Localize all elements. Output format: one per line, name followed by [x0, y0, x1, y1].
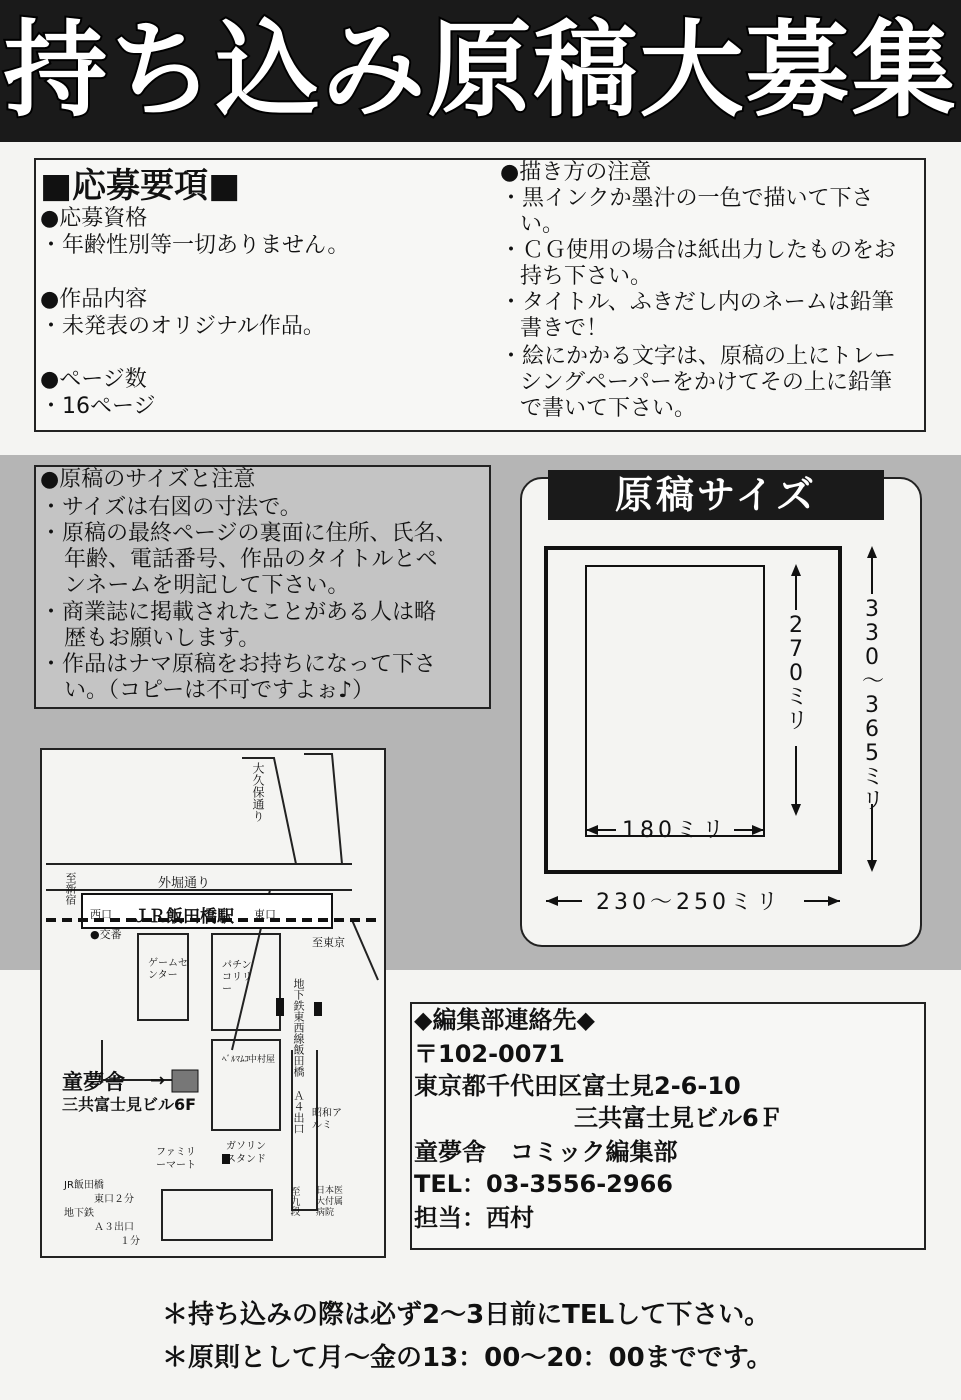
- size-note-line: ・原稿の最終ページの裏面に住所、氏名、: [40, 521, 458, 546]
- pachinko-label: パチンコリリー: [222, 960, 252, 995]
- to-shinjuku-label: 至新宿: [64, 872, 77, 905]
- drawing-line: ・タイトル、ふきだし内のネームは鉛筆: [500, 290, 894, 315]
- size-diagram-title: 原稿サイズ: [548, 470, 884, 520]
- drawing-line: ・黒インクか墨汁の一色で描いて下さ: [500, 186, 874, 211]
- company-building-label: 三共富士見ビル6F: [62, 1095, 197, 1114]
- subway-label: 地下鉄東西線飯田橋: [292, 978, 305, 1077]
- contact-person: 担当：西村: [414, 1204, 534, 1232]
- contact-building: 三共富士見ビル6Ｆ: [574, 1104, 783, 1132]
- paper-size-diagram: [520, 520, 920, 930]
- size-note-line: 年齢、電話番号、作品のタイトルとペ: [64, 547, 438, 572]
- to-tokyo-label: 至東京: [312, 936, 345, 949]
- size-note-line: い。（コピーは不可ですよぉ♪）: [64, 678, 375, 703]
- page-title: 持ち込み原稿大募集: [3, 9, 958, 131]
- qualification-text: ・年齢性別等一切ありません。: [40, 233, 350, 258]
- access-line: １分: [120, 1236, 140, 1247]
- size-notes-title: ●原稿のサイズと注意: [40, 467, 256, 492]
- showa-label: 昭和アルミ: [312, 1108, 342, 1131]
- contact-department: 童夢舎 コミック編集部: [414, 1138, 678, 1166]
- access-line: Ａ３出口: [94, 1222, 134, 1233]
- to-kudan-label: 至九段: [288, 1186, 299, 1216]
- contact-postal: 〒102-0071: [414, 1040, 565, 1068]
- hospital-label: 日本医大付属病院: [316, 1186, 344, 1218]
- drawing-line: で書いて下さい。: [520, 396, 697, 421]
- gas-station-label: ガソリンスタンド: [226, 1141, 266, 1165]
- koban-label: ●交番: [90, 928, 122, 941]
- access-line: 地下鉄: [64, 1208, 94, 1219]
- sotobori-street-label: 外堀通り: [158, 876, 211, 891]
- drawing-line: 持ち下さい。: [520, 264, 653, 289]
- footer-note-2: ＊原則として月～金の13：00～20：00までです。: [162, 1343, 773, 1373]
- qualification-title: ●応募資格: [40, 206, 148, 231]
- access-line: JR飯田橋: [64, 1180, 104, 1191]
- content-text: ・未発表のオリジナル作品。: [40, 314, 325, 339]
- drawing-line: シングペーパーをかけてその上に鉛筆: [520, 370, 892, 395]
- okubo-street-label: 大久保通り: [251, 762, 265, 822]
- company-map-label: 童夢舎: [62, 1070, 125, 1094]
- east-exit-label: 東口: [254, 908, 276, 921]
- size-note-line: ・商業誌に掲載されたことがある人は略: [40, 600, 437, 625]
- pages-title: ●ページ数: [40, 367, 147, 392]
- drawing-line: ・絵にかかる文字は、原稿の上にトレー: [500, 344, 897, 369]
- map-roads: [42, 750, 380, 1252]
- drawing-line: 書きで！: [520, 316, 609, 341]
- content-title: ●作品内容: [40, 287, 148, 312]
- family-mart-label: ファミリーマート: [156, 1147, 196, 1171]
- size-note-line: 歴もお願いします。: [64, 626, 261, 651]
- drawing-line: い。: [520, 212, 565, 237]
- game-center-label: ゲームセンター: [148, 958, 188, 981]
- footer-note-1: ＊持ち込みの際は必ず2～3日前にTELして下さい。: [162, 1300, 771, 1330]
- station-label: ＪＲ飯田橋駅: [132, 907, 234, 927]
- inner-width-label: 180ミリ: [622, 818, 728, 843]
- size-note-line: ンネームを明記して下さい。: [64, 573, 350, 598]
- map-arrow: →: [150, 1070, 166, 1091]
- drawing-line: ・ＣＧ使用の場合は紙出力したものをお: [500, 238, 897, 263]
- outer-width-label: 230～250ミリ: [596, 890, 782, 915]
- contact-tel: TEL：03-3556-2966: [414, 1170, 673, 1198]
- requirements-heading: ■応募要項■: [40, 166, 241, 206]
- pages-text: ・16ページ: [40, 394, 156, 419]
- access-line: 東口２分: [94, 1194, 134, 1205]
- size-note-line: ・サイズは右図の寸法で。: [40, 495, 302, 520]
- inner-frame-rect: [586, 566, 764, 836]
- exit-a4-label: Ａ４出口: [292, 1090, 305, 1134]
- contact-address: 東京都千代田区富士見2-6-10: [414, 1072, 741, 1100]
- nakamura-label: 中村屋: [248, 1055, 276, 1065]
- drawing-title: ●描き方の注意: [500, 160, 652, 185]
- vermuko-label: ﾍﾞﾙﾏﾑｺ: [222, 1055, 250, 1065]
- west-exit-label: 西口: [90, 908, 112, 921]
- size-note-line: ・作品はナマ原稿をお持ちになって下さ: [40, 652, 437, 677]
- contact-heading: ◆編集部連絡先◆: [414, 1006, 595, 1034]
- outer-height-label: 330～365ミリ: [862, 597, 885, 814]
- inner-height-label: 270ミリ: [786, 613, 809, 734]
